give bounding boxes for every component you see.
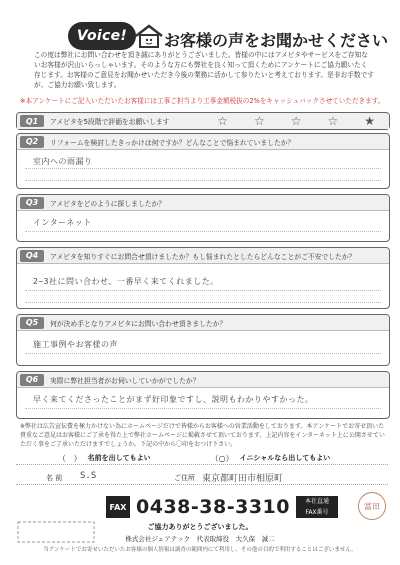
fax-number: 0438-38-3310 (136, 496, 290, 518)
star-icon[interactable]: ☆ (290, 114, 302, 128)
question-5 (16, 314, 390, 366)
survey-page (6, 4, 394, 561)
consent-option-name-paren[interactable]: （ ） (58, 453, 82, 463)
question-number: Q2 (20, 136, 44, 148)
question-1 (16, 112, 390, 130)
fax-tag: 本社直通 FAX番号 (296, 496, 338, 518)
name-value[interactable]: S.S (80, 471, 97, 481)
voice-badge: Voice! (68, 22, 136, 50)
name-consent-row (16, 452, 388, 465)
address-value[interactable]: 東京都町田市相原町 (202, 474, 284, 484)
question-4 (16, 247, 390, 309)
thanks-text: ご協力ありがとうございました。 (147, 523, 253, 531)
privacy-note: 当アンケートでお寄せいただいたお客様の個人情報は調査の範囲内にて利用し、その他の目的で利用することはございません。 (43, 547, 357, 553)
consent-option-name-label: 名前を出してもよい (87, 454, 151, 462)
page-title: お客様の声をお聞かせください (164, 31, 389, 50)
company-name: 株式会社ジェアテック 代表取締役 大久保 誠二 (125, 535, 275, 543)
name-label: 名 前 (46, 474, 63, 482)
question-6 (16, 371, 390, 419)
question-text: 実際に弊社担当者がお伺いしていかがでしたか？ (50, 376, 200, 385)
answer-text[interactable]: 早く来てくださったことがまず好印象ですし、説明もわかりやすかった。 (33, 395, 314, 404)
address-label: ご住所 (174, 474, 195, 482)
seal-stamp: 富田 (358, 492, 386, 520)
question-number: Q6 (20, 374, 44, 386)
answer-text[interactable]: インターネット (33, 218, 92, 227)
consent-option-initial-paren[interactable]: （○） (210, 453, 234, 463)
publication-consent-note: ※弊社は広告宣伝費を極力かけない為にホームページだけで皆様からお客様への営業活動をしております。本アンケートでお寄せ頂いた貴重なご意見はお客様にご了承を得た上で弊社ホームページに掲載させて頂いております。上記内容をインターネット上に公開させていただく事をご了承いただけますでしょうか。下記の中から〇印をおつけ下さい。 (20, 423, 385, 448)
fax-icon: FAX (106, 496, 130, 518)
answer-text[interactable]: 室内への雨漏り (33, 157, 93, 166)
cashback-note: ※本アンケートにご記入いただいたお客様には工事ご担当より工事金額税抜の2%をキャッシュバックさせていただきます。 (20, 97, 385, 105)
question-text: アメピタをどのように探しましたか？ (50, 199, 166, 208)
question-text: リフォームを検討したきっかけは何ですか？どんなことで悩まれていましたか？ (50, 138, 295, 147)
question-text: 何が決め手となりアメピタにお問い合わせ頂きましたか？ (50, 319, 227, 328)
answer-text[interactable]: 2~3社に問い合わせ、一番早く来てくれました。 (33, 277, 219, 286)
answer-text[interactable]: 施工事例やお客様の声 (33, 340, 118, 349)
star-icon-selected[interactable]: ★ (364, 114, 375, 128)
question-2 (16, 133, 390, 189)
house-icon (134, 24, 164, 48)
customer-info-row (16, 470, 388, 484)
question-number: Q3 (20, 197, 44, 209)
question-text: アメピタを5段階で評価をお願いします (50, 118, 170, 126)
fax-block (106, 494, 338, 520)
question-text: アメピタを知りすぐにお問合せ頂けましたか？もし悩まれたとしたらどんなことがご不安でしたか？ (50, 252, 356, 261)
question-number: Q1 (20, 115, 44, 127)
rating-stars[interactable] (217, 115, 375, 127)
question-3 (16, 194, 390, 242)
question-number: Q4 (20, 250, 44, 262)
survey-header (62, 16, 389, 50)
consent-option-initial-label: イニシャルなら出してもよい (239, 454, 331, 462)
star-icon[interactable]: ☆ (327, 114, 339, 128)
question-number: Q5 (20, 317, 44, 329)
star-icon[interactable]: ☆ (217, 114, 228, 128)
star-icon[interactable]: ☆ (253, 114, 265, 128)
intro-text: この度は弊社にお問い合わせを頂き誠にありがとうございました。皆様の中にはアメピタやサービスをご存知ないお客様が沢山いらっしゃいます。そのような方にも弊社を良く知って頂くためにアンケートにご協力願いたく存じます。お客様のご意見をお聞かせいただき今後の業務に活かして参りたいと考えております。是非お手数ですが、ご協力お願い致します。 (34, 51, 374, 89)
